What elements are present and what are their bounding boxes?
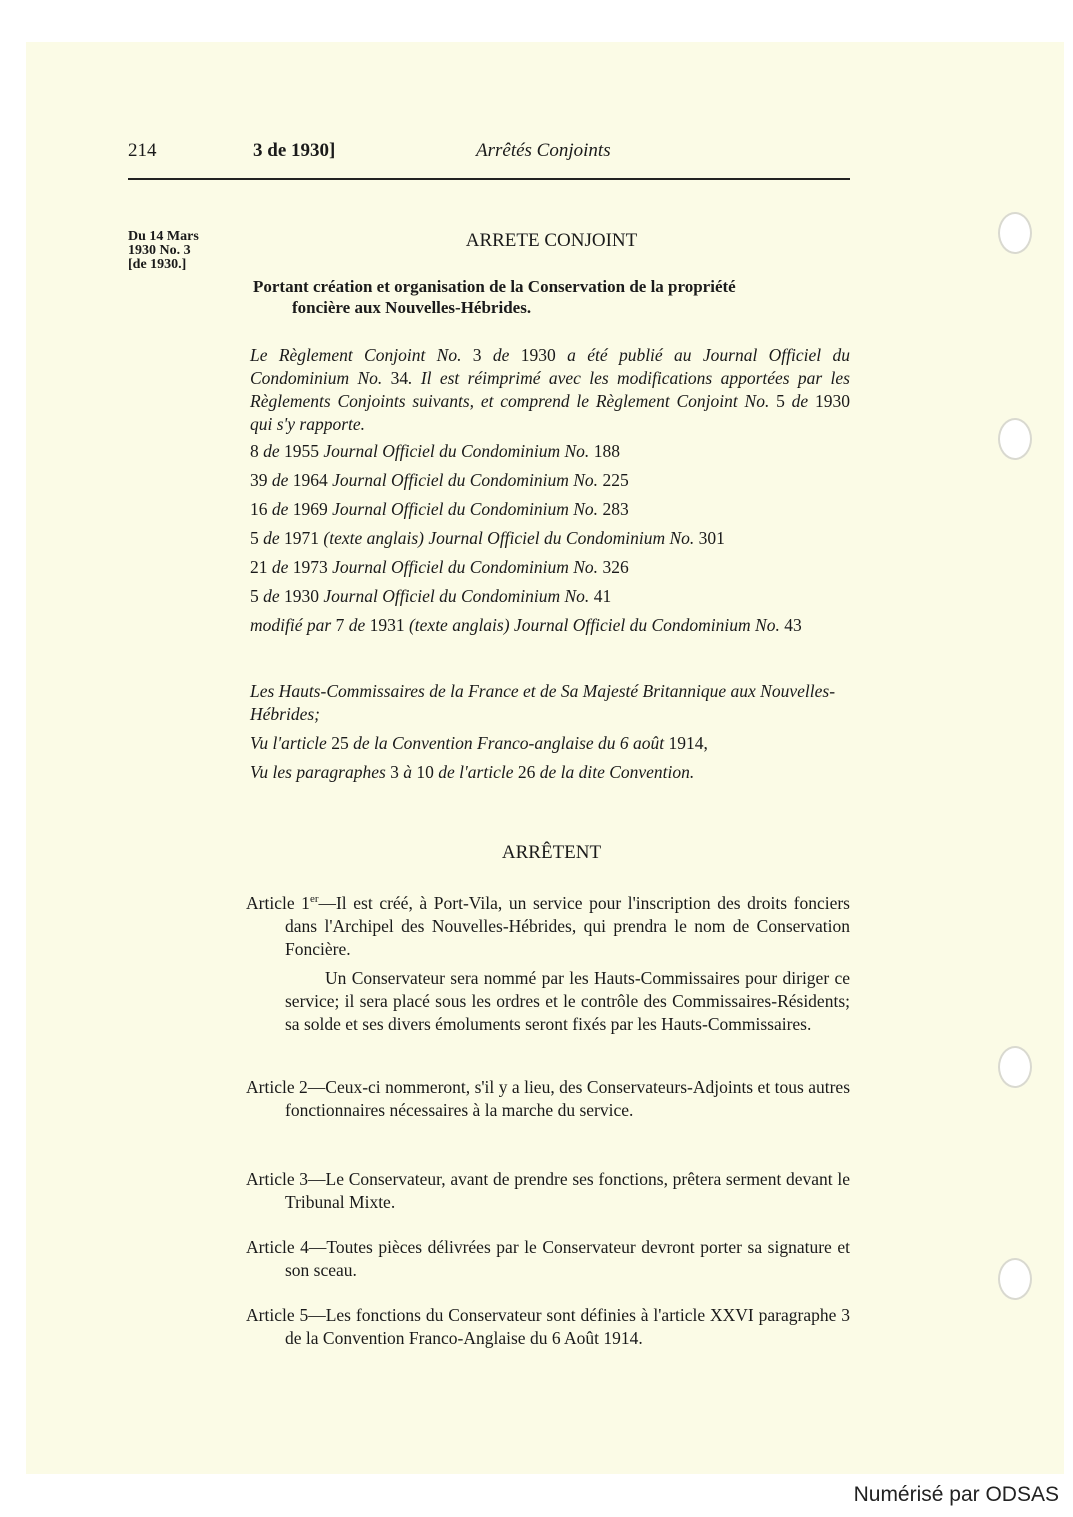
- digitization-credit: Numérisé par ODSAS: [853, 1483, 1059, 1506]
- list-item: 5 de 1930 Journal Officiel du Condominium No. 41: [250, 586, 612, 606]
- list-item: 8 de 1955 Journal Officiel du Condominium No. 188: [250, 441, 620, 461]
- list-item: modifié par 7 de 1931 (texte anglais) Journal Officiel du Condominium No. 43: [250, 615, 802, 635]
- regulation-reference: 3 de 1930]: [253, 140, 336, 161]
- article-5: Article 5—Les fonctions du Conservateur sont définies à l'article XXVI paragraphe 3 de la Convention Franco-Anglaise du 6 Août 1914.: [246, 1305, 850, 1348]
- binder-hole: [998, 212, 1032, 254]
- page-header: [0, 140, 1073, 170]
- running-title: Arrêtés Conjoints: [476, 140, 611, 161]
- section-heading: ARRÊTENT: [501, 842, 602, 863]
- list-item: 21 de 1973 Journal Officiel du Condominium No. 326: [250, 557, 629, 577]
- binder-hole: [998, 1258, 1032, 1300]
- list-item: 16 de 1969 Journal Officiel du Condominium No. 283: [250, 499, 629, 519]
- article-2: Article 2—Ceux-ci nommeront, s'il y a lieu, des Conservateurs-Adjoints et tous autres fonctionnaires nécessaires à la marche du service.: [246, 1077, 850, 1120]
- publication-list: [250, 440, 850, 643]
- list-item: 39 de 1964 Journal Officiel du Condominium No. 225: [250, 470, 629, 490]
- preamble: Les Hauts-Commissaires de la France et de Sa Majesté Britannique aux Nouvelles-Hébrides; Vu l'article 25 de la Convention Franco-anglaise du 6 août 1914, Vu les paragraphes 3 à 10 de l'article 26 de la dite Convention.: [250, 681, 836, 782]
- document-title: ARRETE CONJOINT: [465, 230, 638, 251]
- binder-hole: [998, 1046, 1032, 1088]
- page-number: 214: [128, 140, 157, 161]
- document-subtitle: Portant création et organisation de la Conservation de la propriété foncière aux Nouvelles-Hébrides.: [253, 277, 736, 317]
- article-3: Article 3—Le Conservateur, avant de prendre ses fonctions, prêtera serment devant le Tribunal Mixte.: [246, 1169, 850, 1212]
- binder-hole: [998, 418, 1032, 460]
- article-4: Article 4—Toutes pièces délivrées par le Conservateur devront porter sa signature et son sceau.: [246, 1237, 850, 1280]
- header-rule: [128, 178, 850, 180]
- list-item: 5 de 1971 (texte anglais) Journal Officiel du Condominium No. 301: [250, 528, 725, 548]
- intro-paragraph: Le Règlement Conjoint No. 3 de 1930 a été publié au Journal Officiel du Condominium No. 34. Il est réimprimé avec les modifications apportées par les Règlements Conjoints suivants, et comprend le Règlement Conjoint No. 5 de 1930 qui s'y rapporte.: [250, 345, 850, 434]
- margin-note: Du 14 Mars 1930 No. 3 [de 1930.]: [128, 229, 199, 272]
- article-1: Article 1er—Il est créé, à Port-Vila, un service pour l'inscription des droits fonciers dans l'Archipel des Nouvelles-Hébrides, qui prendra le nom de Conservation Foncière. Un Conservateur sera nommé par les Hauts-Commissaires pour diriger ce service; il sera placé sous les ordres et le contrôle des Commissaires-Résidents; sa solde et ses divers émoluments seront fixés par les Hauts-Commissaires.: [246, 892, 850, 1034]
